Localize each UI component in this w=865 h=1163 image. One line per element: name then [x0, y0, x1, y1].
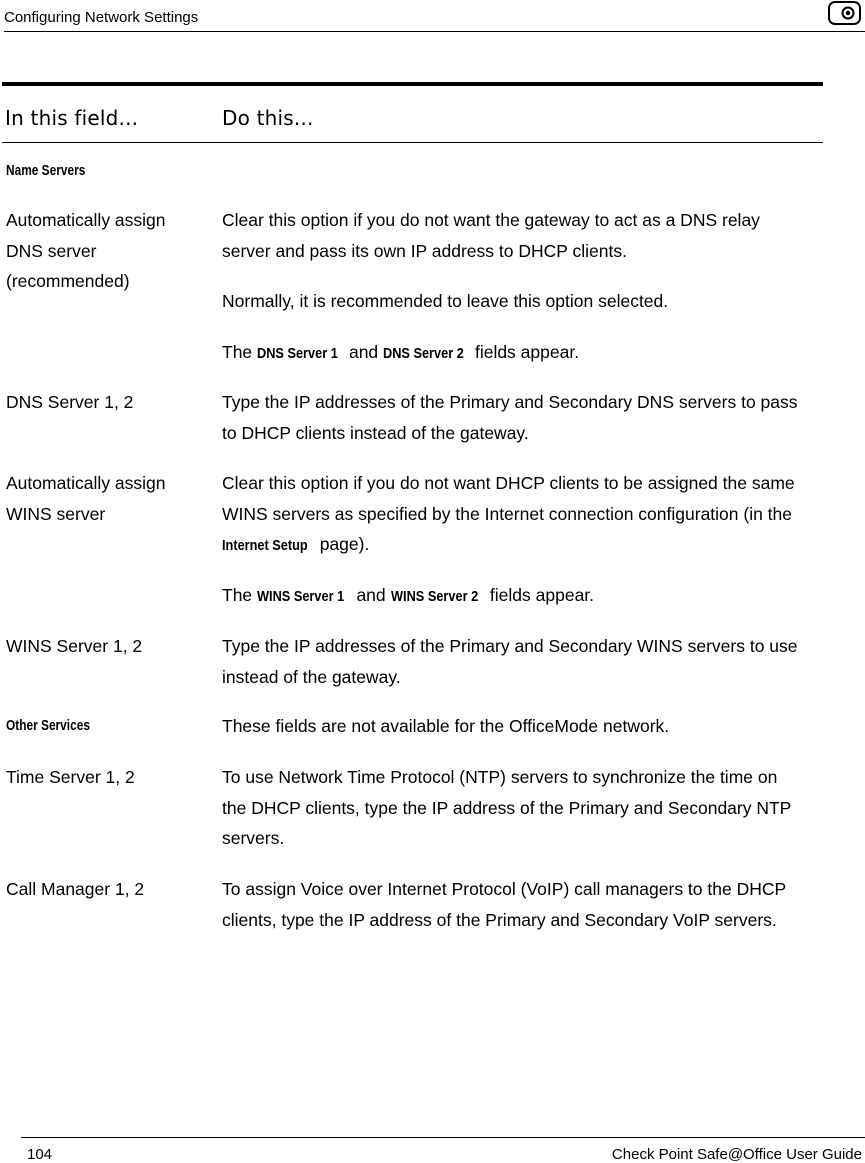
ui-term-wins-server-1: WINS Server 1: [257, 588, 345, 605]
ui-term-dns-server-2: DNS Server 2: [383, 345, 464, 362]
desc-wins-servers: Type the IP addresses of the Primary and Secondary WINS servers to use instead of the gateway.: [222, 636, 798, 687]
footer-divider: [21, 1137, 865, 1138]
section-name-servers: Name Servers: [6, 163, 86, 179]
field-auto-dns: Automatically assign DNS server (recommended): [6, 210, 166, 291]
desc-dns-servers: Type the IP addresses of the Primary and Secondary DNS servers to pass to DHCP clients instead of the gateway.: [222, 392, 798, 443]
desc-auto-wins-fields: The WINS Server 1 and WINS Server 2 fields appear.: [222, 580, 822, 613]
desc-time-servers: To use Network Time Protocol (NTP) servers to synchronize the time on the DHCP clients, type the IP address of the Primary and Secondary NTP servers.: [222, 767, 792, 848]
section-other-services: Other Services: [6, 718, 90, 734]
desc-other-services: These fields are not available for the OfficeMode network.: [222, 716, 670, 736]
desc-auto-wins: Clear this option if you do not want DHCP clients to be assigned the same WINS servers as specified by the Internet connection configuration (in the Internet Setup page).: [222, 468, 802, 562]
desc-auto-dns-fields: The DNS Server 1 and DNS Server 2 fields appear.: [222, 337, 822, 370]
header-divider: [4, 31, 865, 32]
field-wins-servers: WINS Server 1, 2: [6, 636, 143, 656]
desc-call-managers: To assign Voice over Internet Protocol (VoIP) call managers to the DHCP clients, type the IP address of the Primary and Secondary VoIP servers.: [222, 879, 786, 930]
table-top-rule: [2, 82, 823, 86]
desc-auto-dns-note: Normally, it is recommended to leave this option selected.: [222, 291, 669, 311]
column-header-action: Do this...: [222, 106, 314, 130]
ui-term-wins-server-2: WINS Server 2: [390, 588, 478, 605]
page-header-title: Configuring Network Settings: [4, 9, 199, 26]
field-time-servers: Time Server 1, 2: [6, 767, 135, 787]
desc-auto-dns: Clear this option if you do not want the gateway to act as a DNS relay server and pass its own IP address to DHCP clients.: [222, 210, 760, 261]
guide-title: Check Point Safe@Office User Guide: [611, 1146, 862, 1163]
ui-term-internet-setup: Internet Setup: [222, 537, 308, 554]
ui-term-dns-server-1: DNS Server 1: [257, 345, 338, 362]
column-header-field: In this field...: [5, 106, 139, 130]
page-number: 104: [27, 1146, 53, 1163]
field-call-managers: Call Manager 1, 2: [6, 879, 145, 899]
field-dns-servers: DNS Server 1, 2: [6, 392, 134, 412]
field-auto-wins: Automatically assign WINS server: [6, 473, 166, 524]
checkpoint-logo-icon: [828, 1, 861, 25]
table-header-rule: [2, 142, 823, 143]
